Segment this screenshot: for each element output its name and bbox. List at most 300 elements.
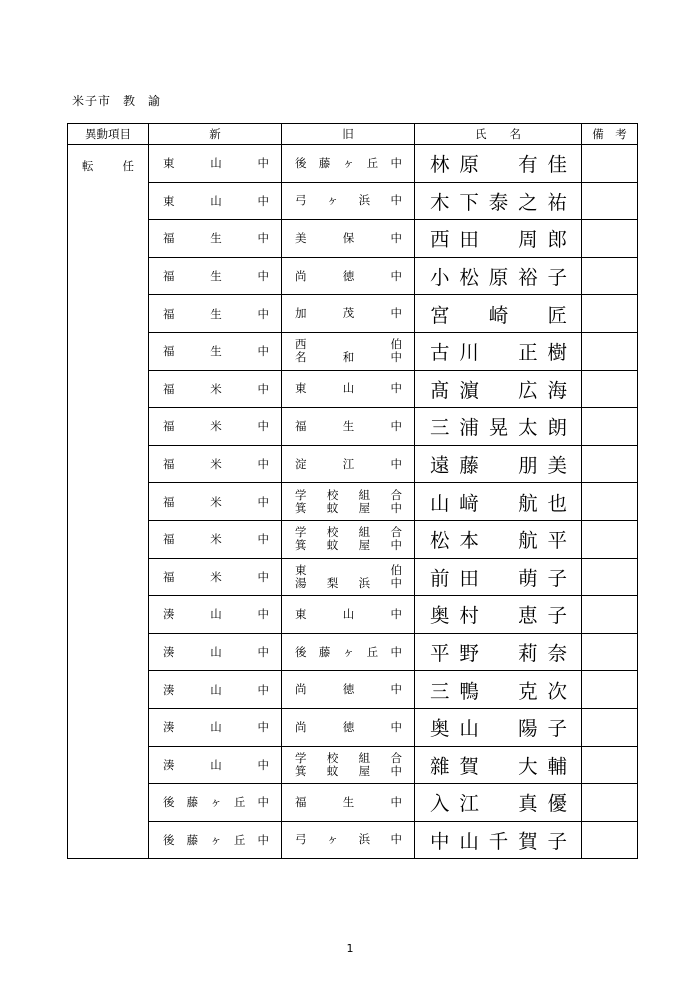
col-header-name [415, 124, 582, 145]
person-name-cell [415, 332, 582, 370]
old-school-cell [282, 408, 415, 446]
school-char: 山 [210, 193, 222, 208]
person-name-cell [415, 445, 582, 483]
old-school-cell [282, 257, 415, 295]
school-char: 中 [257, 419, 269, 434]
old-school-line [282, 833, 414, 846]
name-char: 大 [518, 754, 538, 778]
school-char: 美 [295, 230, 307, 245]
school-char: 学 [295, 750, 307, 765]
school-char: 米 [210, 457, 222, 472]
school-char: 生 [210, 269, 222, 284]
school-char: 東 [163, 193, 175, 208]
school-char: 藤 [318, 644, 331, 659]
school-char: 西 [295, 337, 307, 352]
school-char [319, 564, 331, 577]
table-row [68, 821, 638, 859]
col-header-new: 新 [149, 124, 282, 145]
old-school-line [282, 577, 414, 590]
name-char: 佳 [547, 153, 567, 177]
school-char: 組 [358, 525, 371, 540]
new-school-cell [149, 821, 282, 859]
note-cell [582, 370, 638, 408]
name-char [489, 676, 509, 704]
school-char: 屋 [358, 500, 371, 515]
old-school-line [282, 194, 414, 207]
person-name [415, 600, 581, 628]
note-cell [582, 295, 638, 333]
person-name [415, 826, 581, 854]
person-name [415, 525, 581, 553]
name-char: 野 [459, 642, 479, 666]
old-school-line [282, 382, 414, 395]
transfer-table [67, 123, 638, 859]
old-school-line [282, 683, 414, 696]
new-school-cell [149, 445, 282, 483]
table-row [68, 145, 638, 183]
name-char: 小 [430, 266, 450, 290]
school-char: 福 [163, 231, 175, 246]
name-char: 航 [518, 491, 538, 515]
note-cell [582, 784, 638, 822]
school-char: 湊 [163, 607, 175, 622]
name-char: 松 [430, 529, 450, 553]
school-char: 山 [342, 606, 355, 621]
old-school-line [282, 721, 414, 734]
school-char: 中 [390, 456, 402, 471]
new-school [149, 757, 281, 773]
person-name-cell [415, 483, 582, 521]
table-row [68, 408, 638, 446]
school-char: 山 [210, 720, 222, 735]
school-char: 福 [163, 419, 175, 434]
school-char: 中 [390, 418, 402, 433]
school-char: 中 [257, 344, 269, 359]
name-char: 崎 [488, 303, 509, 327]
school-char: 中 [257, 832, 269, 847]
note-cell [582, 520, 638, 558]
person-name-cell [415, 408, 582, 446]
name-char: 奈 [547, 642, 567, 666]
school-char: 生 [210, 306, 222, 321]
school-char: 組 [358, 487, 371, 502]
name-char: 奥 [430, 717, 450, 741]
new-school-cell [149, 332, 282, 370]
old-school-line [282, 646, 414, 659]
school-char: 米 [210, 569, 222, 584]
school-char: 中 [390, 682, 402, 697]
old-school-cell [282, 520, 415, 558]
name-char: 子 [547, 829, 567, 853]
name-char [489, 375, 509, 403]
school-char [367, 351, 379, 364]
name-char: 千 [488, 829, 509, 853]
name-char [489, 224, 509, 252]
name-char [489, 713, 509, 741]
person-name [415, 337, 581, 365]
person-name [415, 224, 581, 252]
name-char: 美 [547, 454, 567, 478]
school-char: 福 [163, 532, 175, 547]
person-name [415, 638, 581, 666]
school-char: 後 [163, 795, 175, 810]
school-char: 伯 [390, 337, 402, 352]
name-char [518, 300, 538, 328]
table-row [68, 558, 638, 596]
new-school [149, 606, 281, 622]
name-char [489, 337, 509, 365]
name-char: 広 [518, 378, 538, 402]
person-name [415, 713, 581, 741]
old-school-cell [282, 784, 415, 822]
old-school-line [282, 502, 414, 515]
person-name-cell [415, 708, 582, 746]
name-char: 宮 [430, 303, 450, 327]
school-char: 尚 [295, 268, 307, 283]
old-school-cell [282, 746, 415, 784]
old-school-cell [282, 295, 415, 333]
school-char: 中 [257, 381, 269, 396]
school-char: 福 [163, 269, 175, 284]
person-name [415, 676, 581, 704]
new-school-cell [149, 220, 282, 258]
note-cell [582, 821, 638, 859]
old-school-line [282, 489, 414, 502]
school-char: 生 [210, 344, 222, 359]
type-char: 転 [82, 159, 94, 173]
old-school-cell [282, 633, 415, 671]
name-char: 藤 [459, 454, 479, 478]
note-cell [582, 633, 638, 671]
name-char: 萌 [518, 566, 538, 590]
note-cell [582, 746, 638, 784]
school-char: 浜 [358, 193, 371, 208]
old-school-cell [282, 182, 415, 220]
name-char: 奥 [430, 604, 450, 628]
person-name [415, 563, 581, 591]
person-name-cell [415, 220, 582, 258]
old-school-cell [282, 370, 415, 408]
name-char: 郎 [547, 228, 567, 252]
new-school-cell [149, 408, 282, 446]
name-char: 田 [459, 566, 479, 590]
school-char: 蚊 [326, 763, 339, 778]
name-char: 賀 [518, 829, 538, 853]
school-char: 中 [257, 607, 269, 622]
name-char: 林 [430, 153, 450, 177]
school-char: 茂 [342, 306, 355, 321]
col-header-old: 旧 [282, 124, 415, 145]
col-header-note-text: 備 考 [592, 127, 627, 141]
table-row [68, 332, 638, 370]
school-char: 蚊 [326, 538, 339, 553]
name-char: 平 [430, 642, 450, 666]
school-char: 学 [295, 487, 307, 502]
note-cell [582, 596, 638, 634]
name-char: 遠 [430, 454, 450, 478]
school-char: 箕 [295, 500, 307, 515]
name-char: 古 [430, 341, 450, 365]
name-char: 前 [430, 566, 450, 590]
name-char [459, 300, 479, 328]
school-char: 中 [390, 155, 402, 170]
name-char: 朋 [518, 454, 538, 478]
note-cell [582, 408, 638, 446]
name-char: 濵 [459, 378, 479, 402]
school-char: 米 [210, 494, 222, 509]
name-char: 子 [547, 717, 567, 741]
col-header-type: 異動項目 [68, 124, 149, 145]
new-school [149, 268, 281, 284]
person-name-cell [415, 295, 582, 333]
person-name-cell [415, 558, 582, 596]
school-char: 中 [390, 606, 402, 621]
school-char: 福 [295, 418, 307, 433]
page-number: 1 [346, 942, 354, 955]
school-char: 中 [257, 193, 269, 208]
school-char: 伯 [390, 562, 402, 577]
table-header-row [68, 124, 638, 145]
new-school [149, 343, 281, 359]
table-row [68, 445, 638, 483]
page-heading [72, 92, 161, 109]
note-cell [582, 671, 638, 709]
school-char: 丘 [233, 795, 246, 810]
school-char: 中 [390, 575, 402, 590]
table-row [68, 520, 638, 558]
person-name-cell [415, 370, 582, 408]
school-char: 湯 [295, 575, 307, 590]
school-char: 中 [390, 644, 402, 659]
old-school-line [282, 232, 414, 245]
new-school [149, 794, 281, 810]
school-char: 山 [210, 607, 222, 622]
name-char [489, 563, 509, 591]
name-char: 子 [547, 604, 567, 628]
school-char: 徳 [342, 682, 355, 697]
school-char: 梨 [326, 575, 339, 590]
person-name [415, 450, 581, 478]
name-char [489, 788, 509, 816]
new-school-cell [149, 257, 282, 295]
name-char: 西 [430, 228, 450, 252]
school-char: 東 [163, 156, 175, 171]
name-char: 三 [430, 416, 450, 440]
school-char: 生 [342, 418, 355, 433]
school-char: 淀 [295, 456, 307, 471]
school-char: 生 [210, 231, 222, 246]
school-char: 屋 [358, 763, 371, 778]
name-char: 次 [547, 679, 567, 703]
person-name-cell [415, 182, 582, 220]
old-school-cell [282, 332, 415, 370]
name-char: 髙 [430, 378, 450, 402]
school-char: 中 [257, 569, 269, 584]
name-char: 村 [459, 604, 479, 628]
name-char: 入 [430, 792, 450, 816]
new-school-cell [149, 633, 282, 671]
school-char: 中 [257, 231, 269, 246]
new-school-cell [149, 520, 282, 558]
school-char: 藤 [318, 155, 331, 170]
school-char: 山 [342, 381, 355, 396]
school-char: 組 [358, 750, 371, 765]
new-school-cell [149, 483, 282, 521]
old-school-line [282, 351, 414, 364]
old-school-line [282, 564, 414, 577]
school-char: 中 [257, 532, 269, 547]
name-char: 正 [518, 341, 538, 365]
person-name [415, 300, 581, 328]
old-school-line [282, 420, 414, 433]
name-char: 山 [459, 829, 479, 853]
new-school-cell [149, 708, 282, 746]
school-char: 丘 [233, 832, 246, 847]
new-school-cell [149, 370, 282, 408]
school-char: 中 [257, 494, 269, 509]
old-school-line [282, 307, 414, 320]
note-cell [582, 182, 638, 220]
school-char: ヶ [210, 795, 222, 810]
table-row [68, 257, 638, 295]
school-char: 後 [163, 832, 175, 847]
note-cell [582, 145, 638, 183]
school-char: 校 [326, 525, 339, 540]
school-char: 中 [390, 832, 402, 847]
school-char: 湊 [163, 645, 175, 660]
school-char: 中 [390, 230, 402, 245]
school-char: 中 [257, 156, 269, 171]
new-school-cell [149, 145, 282, 183]
school-char: 中 [257, 757, 269, 772]
new-school [149, 832, 281, 848]
name-char: 木 [430, 190, 450, 214]
school-char: 箕 [295, 538, 307, 553]
name-char: 太 [518, 416, 538, 440]
name-char: 海 [547, 378, 567, 402]
new-school [149, 456, 281, 472]
name-char: 田 [459, 228, 479, 252]
school-char: 湊 [163, 720, 175, 735]
person-name [415, 412, 581, 440]
school-char: 和 [342, 350, 355, 365]
name-char: 下 [459, 190, 479, 214]
name-char: 朗 [547, 416, 567, 440]
name-char [489, 638, 509, 666]
school-char [319, 351, 331, 364]
school-char: 中 [390, 306, 402, 321]
school-char: 名 [295, 350, 307, 365]
school-char: 徳 [342, 719, 355, 734]
new-school [149, 418, 281, 434]
note-cell [582, 558, 638, 596]
name-char: 晃 [488, 416, 509, 440]
old-school-cell [282, 220, 415, 258]
school-char: 合 [390, 525, 402, 540]
name-char: 裕 [518, 266, 538, 290]
person-name [415, 262, 581, 290]
school-char: 山 [210, 757, 222, 772]
school-char: 東 [295, 562, 307, 577]
type-char: 任 [122, 159, 134, 173]
name-char: 平 [547, 529, 567, 553]
school-char [367, 564, 379, 577]
school-char: 米 [210, 532, 222, 547]
name-char: 﨑 [459, 491, 479, 515]
person-name-cell [415, 671, 582, 709]
name-char: 航 [518, 529, 538, 553]
name-char [489, 600, 509, 628]
name-char: 泰 [488, 190, 509, 214]
name-char: 原 [459, 153, 479, 177]
table-row [68, 784, 638, 822]
school-char: 福 [163, 381, 175, 396]
school-char: 中 [390, 268, 402, 283]
school-char: 中 [390, 538, 402, 553]
old-school-line [282, 765, 414, 778]
old-school-cell [282, 445, 415, 483]
school-char: 尚 [295, 682, 307, 697]
new-school [149, 193, 281, 209]
name-char [489, 751, 509, 779]
person-name-cell [415, 821, 582, 859]
old-school-cell [282, 483, 415, 521]
school-char: 校 [326, 750, 339, 765]
school-char: 東 [295, 381, 307, 396]
col-header-name-text: 氏 名 [475, 127, 521, 141]
table-row [68, 746, 638, 784]
school-char: 江 [342, 456, 355, 471]
name-char: 子 [547, 266, 567, 290]
heading-title-2: 諭 [148, 94, 162, 108]
school-char: 弓 [295, 832, 307, 847]
new-school [149, 569, 281, 585]
school-char: 後 [295, 155, 307, 170]
school-char: 中 [390, 500, 402, 515]
name-char: 匠 [547, 303, 567, 327]
note-cell [582, 220, 638, 258]
school-char: 加 [295, 306, 307, 321]
table-row [68, 295, 638, 333]
note-cell [582, 445, 638, 483]
name-char: 雜 [430, 754, 450, 778]
person-name [415, 149, 581, 177]
table-row [68, 596, 638, 634]
person-name-cell [415, 784, 582, 822]
name-char: 三 [430, 679, 450, 703]
table-row [68, 483, 638, 521]
new-school [149, 494, 281, 510]
person-name [415, 788, 581, 816]
new-school-cell [149, 746, 282, 784]
school-char: 屋 [358, 538, 371, 553]
table-row [68, 370, 638, 408]
school-char: 中 [390, 719, 402, 734]
name-char: 之 [518, 190, 538, 214]
name-char: 恵 [518, 604, 538, 628]
transfer-type [82, 158, 134, 174]
name-char: 川 [459, 341, 479, 365]
name-char [489, 149, 509, 177]
school-char: 箕 [295, 763, 307, 778]
new-school [149, 719, 281, 735]
person-name-cell [415, 633, 582, 671]
school-char: ヶ [342, 644, 355, 659]
old-school-line [282, 752, 414, 765]
name-char: 江 [459, 792, 479, 816]
school-char: 中 [257, 269, 269, 284]
name-char: 賀 [459, 754, 479, 778]
